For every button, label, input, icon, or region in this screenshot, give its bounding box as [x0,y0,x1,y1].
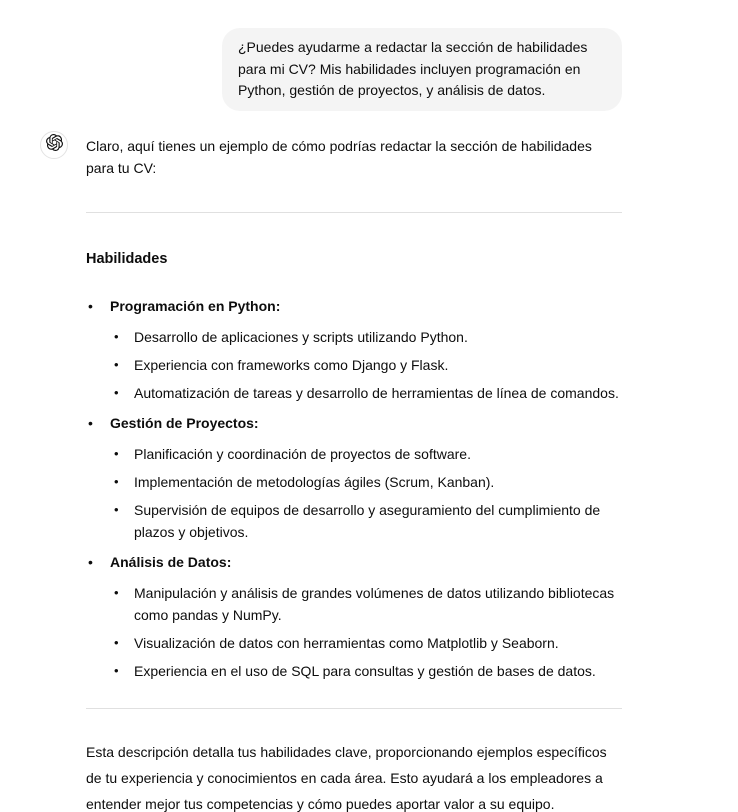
list-item: • Experiencia con frameworks como Django y Flask. [110,354,622,376]
assistant-intro-text: Claro, aquí tienes un ejemplo de cómo podrías redactar la sección de habilidades para tu CV: [86,137,592,176]
list-item: • Supervisión de equipos de desarrollo y aseguramiento del cumplimiento de plazos y objetivos. [110,499,622,543]
user-message-row [40,28,622,111]
list-item: • Manipulación y análisis de grandes volúmenes de datos utilizando bibliotecas como pandas y NumPy. [110,582,622,626]
skill-sublist [110,443,622,543]
skill-sublist [110,582,622,682]
skills-heading: Habilidades [86,250,168,267]
user-message-bubble: ¿Puedes ayudarme a redactar la sección de habilidades para mi CV? Mis habilidades incluyen programación en Python, gestión de proyectos, y análisis de datos. [222,28,622,111]
skill-title: Programación en Python: [110,297,281,314]
list-item [86,551,622,682]
list-item: • Automatización de tareas y desarrollo de herramientas de línea de comandos. [110,382,622,404]
assistant-closing-text: Esta descripción detalla tus habilidades clave, proporcionando ejemplos específicos de tu experiencia y conocimientos en cada área. Esto ayudará a los empleadores a entender mejor tus competencias y cómo puedes aportar valor a su equipo. [86,743,607,812]
list-item [86,295,622,404]
list-item [86,412,622,543]
list-item: • Visualización de datos con herramientas como Matplotlib y Seaborn. [110,632,622,654]
divider [86,212,622,213]
skill-title: Gestión de Proyectos: [110,414,259,431]
skill-title: Análisis de Datos: [110,553,232,570]
openai-logo-icon [46,134,63,156]
assistant-message-row [40,129,622,812]
skill-sublist [110,326,622,404]
assistant-message-content [86,129,622,812]
list-item: • Planificación y coordinación de proyectos de software. [110,443,622,465]
divider [86,708,622,709]
list-item: • Desarrollo de aplicaciones y scripts utilizando Python. [110,326,622,348]
chat-thread [40,0,622,812]
assistant-avatar [40,131,68,159]
list-item: • Experiencia en el uso de SQL para consultas y gestión de bases de datos. [110,660,622,682]
list-item: • Implementación de metodologías ágiles (Scrum, Kanban). [110,471,622,493]
skills-list [86,295,622,682]
